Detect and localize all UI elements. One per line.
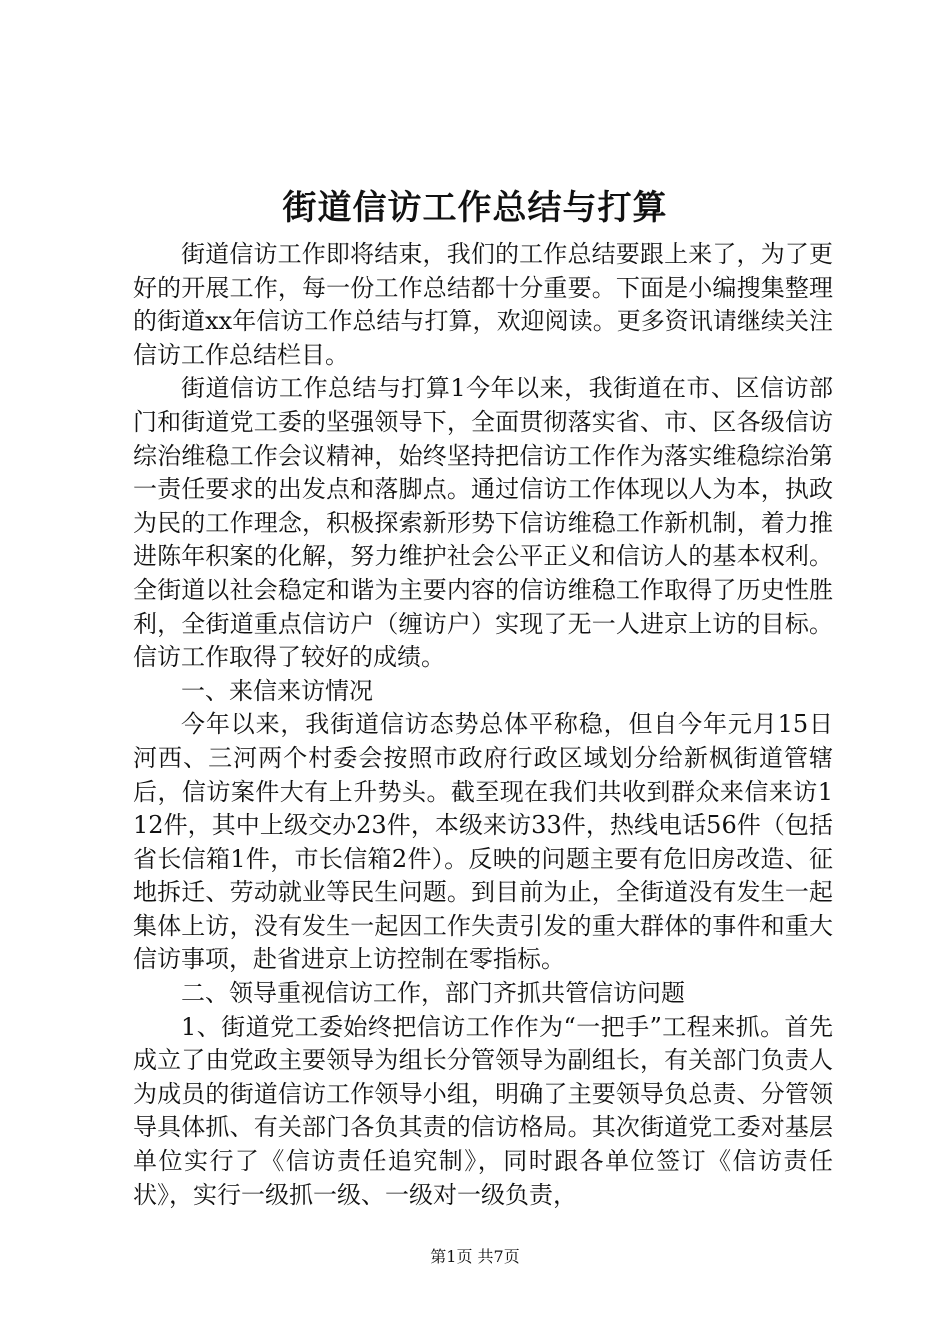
document-title: 街道信访工作总结与打算 [282,188,668,228]
section-heading-1: 一、来信来访情况 [181,676,373,705]
section-heading-2: 二、领导重视信访工作，部门齐抓共管信访问题 [181,979,685,1008]
paragraph-intro: 街道信访工作即将结束，我们的工作总结要跟上来了，为了更好的开展工作，每一份工作总结都十分重要。下面是小编搜集整理的街道xx年信访工作总结与打算，欢迎阅读。更多资讯请继续关注信访工作总结栏目。 [133,240,833,369]
paragraph-visits: 今年以来，我街道信访态势总体平称稳，但自今年元月15日河西、三河两个村委会按照市政府行政区域划分给新枫街道管辖后，信访案件大有上升势头。截至现在我们共收到群众来信来访112件，其中上级交办23件，本级来访33件，热线电话56件（包括省长信箱1件，市长信箱2件）。反映的问题主要有危旧房改造、征地拆迁、劳动就业等民生问题。到目前为止，全街道没有发生一起集体上访，没有发生一起因工作失责引发的重大群体的事件和重大信访事项，赴省进京上访控制在零指标。 [133,710,833,974]
page-footer: 第1页 共7页 [430,1247,520,1266]
paragraph-summary: 街道信访工作总结与打算1今年以来，我街道在市、区信访部门和街道党工委的坚强领导下，全面贯彻落实省、市、区各级信访综治维稳工作会议精神，始终坚持把信访工作作为落实维稳综治第一责任要求的出发点和落脚点。通过信访工作体现以人为本，执政为民的工作理念，积极探索新形势下信访维稳工作新机制，着力推进陈年积案的化解，努力维护社会公平正义和信访人的基本权利。全街道以社会稳定和谐为主要内容的信访维稳工作取得了历史性胜利，全街道重点信访户（缠访户）实现了无一人进京上访的目标。信访工作取得了较好的成绩。 [133,374,833,672]
paragraph-leadership: 1、街道党工委始终把信访工作作为“一把手”工程来抓。首先成立了由党政主要领导为组长分管领导为副组长，有关部门负责人为成员的街道信访工作领导小组，明确了主要领导负总责、分管领导具体抓、有关部门各负其责的信访格局。其次街道党工委对基层单位实行了《信访责任追究制》，同时跟各单位签订《信访责任状》，实行一级抓一级、一级对一级负责， [133,1012,833,1209]
document-body [133,238,833,1212]
